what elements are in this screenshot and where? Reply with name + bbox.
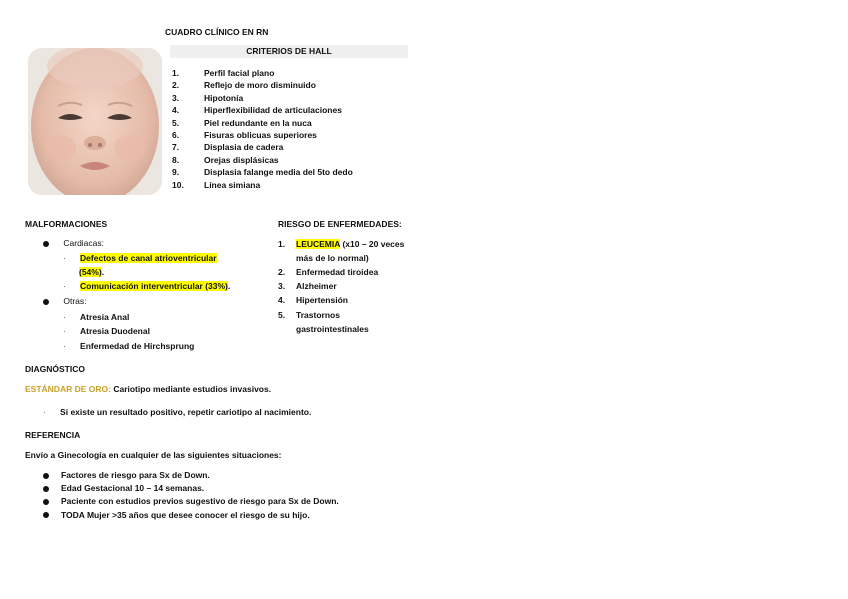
hall-criterion-text: Perfil facial plano bbox=[204, 68, 275, 78]
hall-criterion-text: Displasia de cadera bbox=[204, 142, 284, 153]
hall-criterion bbox=[172, 104, 353, 116]
riesgo-number: 2. bbox=[278, 267, 286, 277]
page-title: CUADRO CLÍNICO EN RN bbox=[165, 27, 269, 37]
hall-criterion bbox=[172, 117, 353, 129]
riesgo-text: Trastornos bbox=[296, 310, 340, 320]
referencia-item-text: Factores de riesgo para Sx de Down. bbox=[61, 470, 210, 480]
referencia-item-text: TODA Mujer >35 años que desee conocer el riesgo de su hijo. bbox=[61, 509, 310, 520]
riesgo-item-1 bbox=[278, 239, 404, 249]
bullet-icon bbox=[43, 499, 49, 505]
cardiac-defect-1-line1: Defectos de canal atrioventricular bbox=[80, 253, 217, 263]
riesgo-item-5 bbox=[278, 310, 340, 320]
dash-icon: · bbox=[63, 327, 66, 336]
cardiac-defect-2 bbox=[63, 281, 230, 291]
hall-criteria-heading: CRITERIOS DE HALL bbox=[170, 45, 408, 58]
bullet-icon bbox=[43, 512, 49, 518]
hall-criterion-number: 7. bbox=[172, 142, 180, 153]
hall-criterion-number: 2. bbox=[172, 80, 180, 91]
cardiac-defect-2-text: Comunicación interventricular (33%) bbox=[80, 281, 228, 291]
cardiac-defect-1-suffix: . bbox=[101, 267, 105, 277]
diagnostico-sub-text: Si existe un resultado positivo, repetir cariotipo al nacimiento. bbox=[60, 407, 312, 417]
hall-criterion-number: 5. bbox=[172, 117, 180, 128]
bullet-icon bbox=[43, 299, 49, 305]
hall-criterion bbox=[172, 166, 353, 178]
riesgo-number: 3. bbox=[278, 281, 286, 291]
cardiacas-label: Cardiacas: bbox=[63, 238, 105, 248]
dash-icon: · bbox=[63, 254, 66, 263]
hall-criterion-number: 1. bbox=[172, 68, 180, 78]
hall-criterion-text: Displasia falange media del 5to dedo bbox=[204, 167, 353, 178]
riesgo-text: Hipertensión bbox=[296, 295, 348, 305]
riesgo-heading: RIESGO DE ENFERMEDADES: bbox=[278, 219, 402, 229]
dash-icon: · bbox=[43, 408, 46, 417]
gold-standard-line bbox=[25, 384, 271, 394]
riesgo-number: 4. bbox=[278, 295, 286, 305]
riesgo-number: 5. bbox=[278, 310, 286, 320]
cardiacas-item bbox=[43, 238, 104, 248]
riesgo-text: (x10 – 20 veces bbox=[340, 239, 405, 249]
hall-criterion bbox=[172, 67, 353, 79]
otras-item-1 bbox=[63, 312, 129, 322]
riesgo-item-3 bbox=[278, 281, 337, 291]
referencia-item bbox=[43, 482, 339, 495]
referencia-item-text: Edad Gestacional 10 – 14 semanas. bbox=[61, 483, 205, 494]
hall-criterion-number: 10. bbox=[172, 179, 184, 190]
gold-standard-text: Cariotipo mediante estudios invasivos. bbox=[110, 384, 272, 394]
referencia-item bbox=[43, 469, 339, 482]
hall-criterion bbox=[172, 141, 353, 153]
hall-criterion-number: 8. bbox=[172, 154, 180, 165]
hall-criterion-text: Piel redundante en la nuca bbox=[204, 117, 312, 128]
hall-criterion-number: 3. bbox=[172, 92, 180, 103]
otras-label: Otras: bbox=[63, 296, 87, 306]
dash-icon: · bbox=[63, 282, 66, 291]
gold-standard-label: ESTÁNDAR DE ORO bbox=[25, 384, 109, 394]
riesgo-item-2 bbox=[278, 267, 378, 277]
hall-criterion-number: 4. bbox=[172, 105, 180, 116]
hall-criteria-list bbox=[172, 67, 353, 191]
referencia-list bbox=[43, 469, 339, 522]
hall-criterion bbox=[172, 129, 353, 141]
hall-criterion-text: Hipotonía bbox=[204, 92, 244, 103]
otras-item-2 bbox=[63, 326, 150, 336]
otras-text: Atresia Anal bbox=[80, 312, 130, 322]
otras-text: Enfermedad de Hirchsprung bbox=[80, 341, 195, 351]
riesgo-item-1-line2: más de lo normal) bbox=[296, 253, 369, 263]
hall-criterion-number: 9. bbox=[172, 167, 180, 178]
bullet-icon bbox=[43, 473, 49, 479]
bullet-icon bbox=[43, 486, 49, 492]
hall-criterion-text: Orejas displásicas bbox=[204, 154, 279, 165]
referencia-intro: Envío a Ginecología en cualquier de las siguientes situaciones: bbox=[25, 450, 282, 460]
cardiac-defect-1 bbox=[63, 253, 217, 263]
cardiac-defect-2-suffix: . bbox=[227, 281, 231, 291]
bullet-icon bbox=[43, 241, 49, 247]
dash-icon: · bbox=[63, 342, 66, 351]
hall-criterion-text: Fisuras oblicuas superiores bbox=[204, 129, 317, 140]
hall-criterion-text: Línea simiana bbox=[204, 179, 261, 190]
diagnostico-heading: DIAGNÓSTICO bbox=[25, 364, 85, 374]
otras-text: Atresia Duodenal bbox=[80, 326, 150, 336]
referencia-item bbox=[43, 495, 339, 508]
riesgo-item-5-line2: gastrointestinales bbox=[296, 324, 369, 334]
hall-criterion bbox=[172, 154, 353, 166]
leucemia-highlight: LEUCEMIA bbox=[296, 239, 341, 249]
riesgo-text: Alzheimer bbox=[296, 281, 337, 291]
otras-item bbox=[43, 296, 87, 306]
malformaciones-heading: MALFORMACIONES bbox=[25, 219, 108, 229]
referencia-heading: REFERENCIA bbox=[25, 430, 81, 440]
riesgo-item-4 bbox=[278, 295, 348, 305]
dash-icon: · bbox=[63, 313, 66, 322]
hall-criterion bbox=[172, 179, 353, 191]
diagnostico-sub-item bbox=[43, 407, 311, 417]
riesgo-text: Enfermedad tiroidea bbox=[296, 267, 379, 277]
referencia-item-text: Paciente con estudios previos sugestivo de riesgo para Sx de Down. bbox=[61, 496, 339, 507]
hall-criterion-text: Reflejo de moro disminuido bbox=[204, 80, 316, 91]
cardiac-defect-1-line2: (54%) bbox=[79, 267, 102, 277]
hall-criterion-number: 6. bbox=[172, 129, 180, 140]
hall-criterion-text: Hiperflexibilidad de articulaciones bbox=[204, 105, 342, 116]
gold-standard-colon: : bbox=[108, 384, 111, 394]
newborn-photo bbox=[28, 48, 162, 195]
hall-criterion bbox=[172, 92, 353, 104]
otras-item-3 bbox=[63, 341, 194, 351]
cardiac-defect-1-continuation bbox=[79, 267, 104, 277]
riesgo-number: 1. bbox=[278, 239, 286, 249]
referencia-item bbox=[43, 509, 339, 522]
hall-criterion bbox=[172, 79, 353, 91]
